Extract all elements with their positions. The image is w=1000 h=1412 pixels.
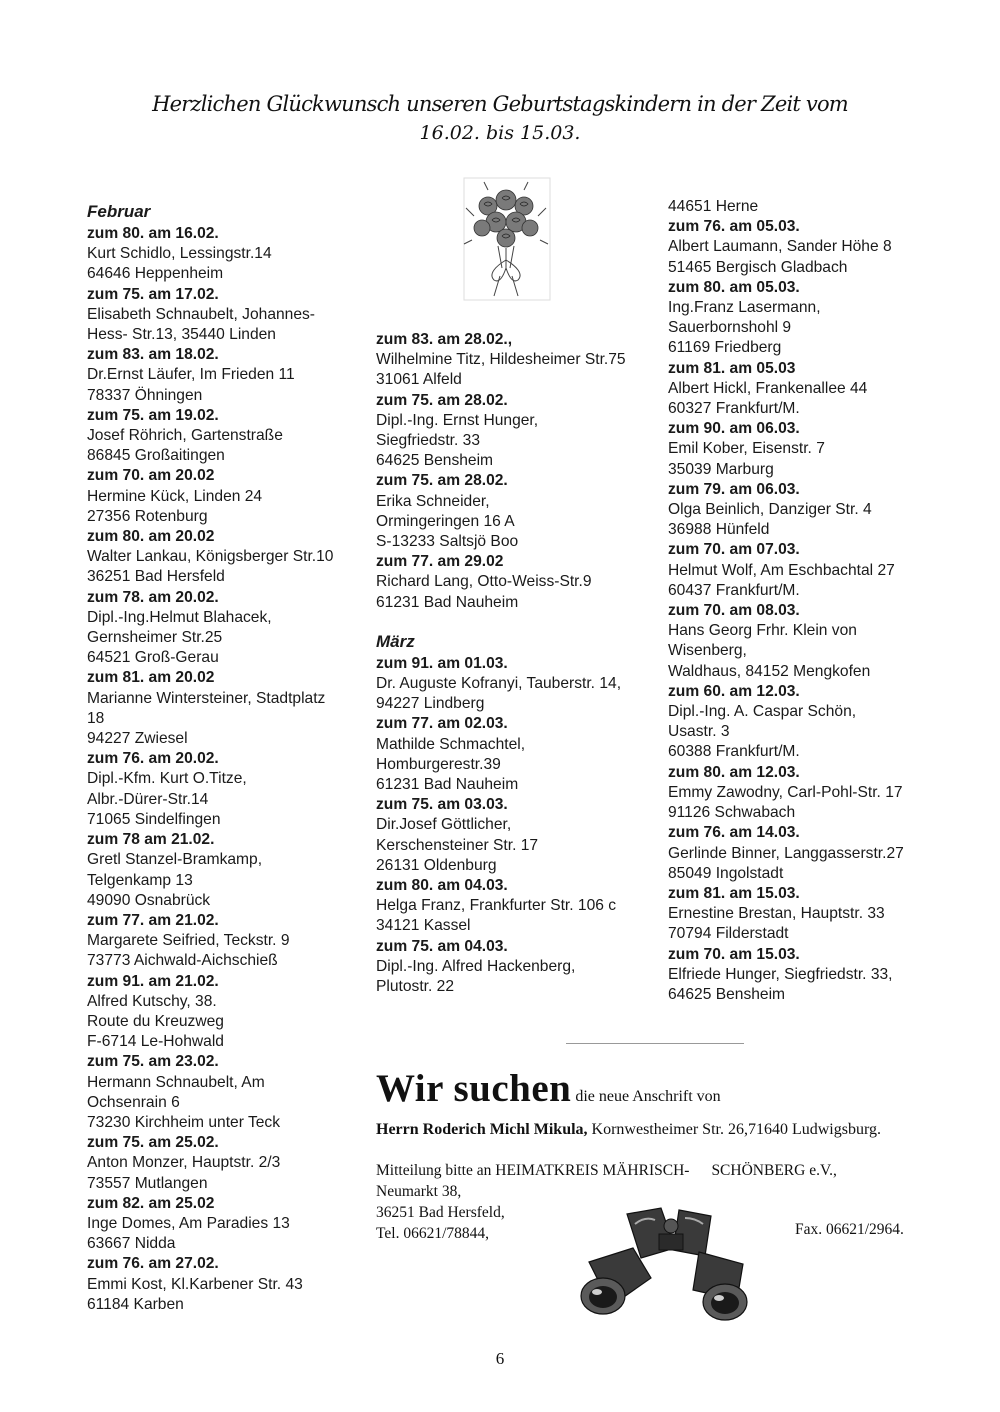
address-line: Albert Laumann, Sander Höhe 8 xyxy=(668,238,892,256)
birthday-date: zum 75. am 25.02. xyxy=(87,1134,219,1152)
address-line: 64625 Bensheim xyxy=(668,985,786,1003)
contact-line xyxy=(376,1160,837,1181)
birthday-date: zum 75. am 28.02. xyxy=(376,472,508,490)
address-line: 61184 Karben xyxy=(87,1295,184,1313)
address-line: Gernsheimer Str.25 xyxy=(87,629,223,647)
contact-org: Mitteilung bitte an HEIMATKREIS MÄHRISCH- xyxy=(376,1162,690,1179)
page-number: 6 xyxy=(495,1349,505,1368)
address-line: Kurt Schidlo, Lessingstr.14 xyxy=(87,245,272,263)
birthday-date: zum 70. am 07.03. xyxy=(668,541,800,559)
address-line: Hans Georg Frhr. Klein von xyxy=(668,622,857,640)
address-line: Dipl.-Ing. Alfred Hackenberg, xyxy=(376,957,576,975)
address-line: Wilhelmine Titz, Hildesheimer Str.75 xyxy=(376,351,626,369)
address-line: 35039 Marburg xyxy=(668,460,774,478)
birthday-date: zum 76. am 27.02. xyxy=(87,1255,219,1273)
address-line: Emil Kober, Eisenstr. 7 xyxy=(668,440,825,458)
birthday-date: zum 75. am 19.02. xyxy=(87,406,219,424)
birthday-entry xyxy=(87,1254,357,1315)
birthday-entry xyxy=(87,406,357,467)
birthday-entry xyxy=(668,419,938,480)
address-line: Plutostr. 22 xyxy=(376,978,455,996)
address-line: Helmut Wolf, Am Eschbachtal 27 xyxy=(668,561,895,579)
address-line: 73773 Aichwald-Aichschieß xyxy=(87,952,278,970)
birthday-entry xyxy=(376,330,646,391)
address-line: 94227 Zwiesel xyxy=(87,730,188,748)
birthday-entry xyxy=(87,911,357,972)
address-line: Emmi Kost, Kl.Karbener Str. 43 xyxy=(87,1275,303,1293)
birthday-entry xyxy=(668,763,938,824)
address-line: Walter Lankau, Königsberger Str.10 xyxy=(87,548,334,566)
birthday-date: zum 90. am 06.03. xyxy=(668,420,800,438)
address-line: Dir.Josef Göttlicher, xyxy=(376,816,512,834)
birthday-entry xyxy=(376,471,646,552)
address-line: Hermann Schnaubelt, Am xyxy=(87,1073,265,1091)
address-line: 61231 Bad Nauheim xyxy=(376,593,519,611)
greeting-date-range: 16.02. bis 15.03. xyxy=(419,122,581,144)
birthday-entry xyxy=(668,884,938,945)
address-line: Marianne Wintersteiner, Stadtplatz xyxy=(87,689,326,707)
address-line: Mathilde Schmachtel, xyxy=(376,735,526,753)
birthday-entry xyxy=(87,285,357,346)
birthday-date: zum 80. am 16.02. xyxy=(87,225,219,242)
address-line: 70794 Filderstadt xyxy=(668,925,789,943)
address-line: 61169 Friedberg xyxy=(668,339,782,357)
address-line: 18 xyxy=(87,709,105,727)
birthday-column-1 xyxy=(87,201,357,1315)
address-line: Dr.Ernst Läufer, Im Frieden 11 xyxy=(87,366,295,384)
address-line: Dipl.-Ing. A. Caspar Schön, xyxy=(668,703,857,721)
birthday-date: zum 75. am 23.02. xyxy=(87,1053,219,1071)
address-line: Albert Hickl, Frankenallee 44 xyxy=(668,379,868,397)
wanted-person xyxy=(376,1121,881,1139)
address-line: Helga Franz, Frankfurter Str. 106 c xyxy=(376,897,617,915)
birthday-entry xyxy=(668,278,938,359)
birthday-date: zum 81. am 15.03. xyxy=(668,884,800,902)
contact-org-cont: SCHÖNBERG e.V., xyxy=(711,1162,837,1179)
birthday-date: zum 80. am 04.03. xyxy=(376,877,508,895)
birthday-entry xyxy=(87,749,357,830)
birthday-date: zum 70. am 15.03. xyxy=(668,945,800,963)
birthday-entry xyxy=(87,1194,357,1255)
birthday-column-3 xyxy=(668,197,938,1005)
birthday-entry xyxy=(87,345,357,406)
birthday-entry xyxy=(87,527,357,588)
address-line: Hermine Kück, Linden 24 xyxy=(87,487,263,505)
address-line: Erika Schneider, xyxy=(376,492,490,510)
address-line: 64521 Groß-Gerau xyxy=(87,649,219,667)
address-line: 60388 Frankfurt/M. xyxy=(668,743,800,761)
address-line: 73230 Kirchheim unter Teck xyxy=(87,1113,281,1131)
birthday-date: zum 81. am 20.02 xyxy=(87,669,215,687)
contact-phone: Tel. 06621/78844, xyxy=(376,1225,490,1242)
address-line: 36251 Bad Hersfeld xyxy=(87,568,225,586)
address-line: 60437 Frankfurt/M. xyxy=(668,581,800,599)
wanted-person-name: Herrn Roderich Michl Mikula, xyxy=(376,1121,588,1138)
address-line: 61231 Bad Nauheim xyxy=(376,776,519,794)
wanted-person-address: Kornwestheimer Str. 26,71640 Ludwigsburg. xyxy=(591,1121,881,1138)
month-heading: März xyxy=(376,631,415,651)
birthday-date: zum 83. am 28.02., xyxy=(376,331,513,348)
binoculars-icon xyxy=(575,1204,765,1326)
birthday-entry xyxy=(376,714,646,795)
greeting-heading: Herzlichen Glückwunsch unseren Geburtstagskindern in der Zeit vom xyxy=(152,92,848,116)
birthday-date: zum 78. am 20.02. xyxy=(87,588,219,606)
wanted-notice-subtitle: die neue Anschrift von xyxy=(575,1088,721,1105)
address-line: 51465 Bergisch Gladbach xyxy=(668,258,848,276)
address-line: Wisenberg, xyxy=(668,642,747,660)
address-line: Ing.Franz Lasermann, xyxy=(668,299,821,317)
birthday-date: zum 82. am 25.02 xyxy=(87,1194,215,1212)
entry-list-top xyxy=(376,330,646,613)
birthday-column-2 xyxy=(376,330,646,997)
address-line: Ochsenrain 6 xyxy=(87,1093,180,1111)
birthday-date: zum 77. am 02.03. xyxy=(376,715,508,733)
contact-fax: Fax. 06621/2964. xyxy=(795,1221,904,1238)
birthday-entry xyxy=(87,588,357,669)
birthday-date: zum 70. am 08.03. xyxy=(668,602,800,620)
birthday-entry xyxy=(87,224,357,285)
contact-city: 36251 Bad Hersfeld, xyxy=(376,1204,505,1221)
contact-street: Neumarkt 38, xyxy=(376,1183,462,1200)
wanted-notice-title: Wir suchen xyxy=(376,1067,572,1110)
birthday-date: zum 83. am 18.02. xyxy=(87,346,219,364)
address-line: Gerlinde Binner, Langgasserstr.27 xyxy=(668,844,904,862)
birthday-entry xyxy=(87,1133,357,1194)
birthday-date: zum 80. am 05.03. xyxy=(668,278,800,296)
address-line: 34121 Kassel xyxy=(376,917,471,935)
birthday-entry xyxy=(87,668,357,749)
address-line: Route du Kreuzweg xyxy=(87,1012,224,1030)
address-line: 86845 Großaitingen xyxy=(87,447,225,465)
address-line: Richard Lang, Otto-Weiss-Str.9 xyxy=(376,573,592,591)
address-line: Margarete Seifried, Teckstr. 9 xyxy=(87,932,290,950)
address-line: 64625 Bensheim xyxy=(376,452,494,470)
birthday-date: zum 79. am 06.03. xyxy=(668,480,800,498)
address-line: Dipl.-Ing. Ernst Hunger, xyxy=(376,411,539,429)
entry-list xyxy=(87,224,357,1315)
birthday-entry xyxy=(668,480,938,541)
birthday-entry xyxy=(668,359,938,420)
address-line: Usastr. 3 xyxy=(668,723,730,741)
address-line: S-13233 Saltsjö Boo xyxy=(376,533,519,551)
address-line: Alfred Kutschy, 38. xyxy=(87,992,217,1010)
birthday-entry xyxy=(668,945,938,1006)
continued-address-line: 44651 Herne xyxy=(668,198,759,215)
birthday-date: zum 80. am 12.03. xyxy=(668,763,800,781)
address-line: Gretl Stanzel-Bramkamp, xyxy=(87,851,263,869)
address-line: 85049 Ingolstadt xyxy=(668,864,784,882)
birthday-entry xyxy=(376,391,646,472)
address-line: 71065 Sindelfingen xyxy=(87,810,221,828)
birthday-entry xyxy=(668,823,938,884)
birthday-entry xyxy=(376,795,646,876)
address-line: Elfriede Hunger, Siegfriedstr. 33, xyxy=(668,965,893,983)
birthday-entry xyxy=(668,601,938,682)
birthday-entry xyxy=(87,1052,357,1133)
birthday-entry xyxy=(87,830,357,911)
address-line: 60327 Frankfurt/M. xyxy=(668,400,800,418)
address-line: Telgenkamp 13 xyxy=(87,871,193,889)
wanted-notice-heading xyxy=(376,1066,721,1111)
address-line: Dipl.-Ing.Helmut Blahacek, xyxy=(87,608,272,626)
birthday-date: zum 60. am 12.03. xyxy=(668,682,800,700)
address-line: 94227 Lindberg xyxy=(376,695,485,713)
address-line: Hess- Str.13, 35440 Linden xyxy=(87,326,276,344)
address-line: 31061 Alfeld xyxy=(376,371,462,389)
address-line: Josef Röhrich, Gartenstraße xyxy=(87,427,283,445)
address-line: Sauerbornshohl 9 xyxy=(668,319,792,337)
address-line: 73557 Mutlangen xyxy=(87,1174,208,1192)
address-line: 78337 Öhningen xyxy=(87,386,203,404)
address-line: Olga Beinlich, Danziger Str. 4 xyxy=(668,501,872,519)
birthday-date: zum 75. am 17.02. xyxy=(87,285,219,303)
address-line: Homburgerestr.39 xyxy=(376,755,501,773)
address-line: F-6714 Le-Hohwald xyxy=(87,1033,224,1051)
birthday-entry xyxy=(87,972,357,1053)
birthday-date: zum 75. am 04.03. xyxy=(376,937,508,955)
birthday-date: zum 77. am 29.02 xyxy=(376,553,504,571)
birthday-date: zum 91. am 21.02. xyxy=(87,972,219,990)
birthday-date: zum 76. am 20.02. xyxy=(87,750,219,768)
address-line: Emmy Zawodny, Carl-Pohl-Str. 17 xyxy=(668,783,903,801)
month-heading: Februar xyxy=(87,202,151,221)
address-line: Kerschensteiner Str. 17 xyxy=(376,836,539,854)
flower-bouquet-icon xyxy=(458,176,554,306)
section-divider xyxy=(566,1043,744,1044)
address-line: Dipl.-Kfm. Kurt O.Titze, xyxy=(87,770,247,788)
address-line: Ernestine Brestan, Hauptstr. 33 xyxy=(668,905,885,923)
birthday-date: zum 78 am 21.02. xyxy=(87,831,215,849)
birthday-date: zum 80. am 20.02 xyxy=(87,528,215,546)
birthday-date: zum 75. am 28.02. xyxy=(376,391,508,409)
birthday-entry xyxy=(376,876,646,937)
address-line: Siegfriedstr. 33 xyxy=(376,432,481,450)
birthday-date: zum 76. am 14.03. xyxy=(668,824,800,842)
entry-list xyxy=(668,217,938,1005)
birthday-entry xyxy=(376,552,646,613)
address-line: 26131 Oldenburg xyxy=(376,856,497,874)
address-line: 49090 Osnabrück xyxy=(87,891,211,909)
birthday-date: zum 75. am 03.03. xyxy=(376,796,508,814)
birthday-entry xyxy=(376,937,646,998)
birthday-entry xyxy=(668,217,938,278)
birthday-entry xyxy=(87,466,357,527)
address-line: Ormingeringen 16 A xyxy=(376,512,515,530)
address-line: Anton Monzer, Hauptstr. 2/3 xyxy=(87,1154,281,1172)
address-line: Inge Domes, Am Paradies 13 xyxy=(87,1214,290,1232)
address-line: Dr. Auguste Kofranyi, Tauberstr. 14, xyxy=(376,675,622,693)
address-line: 64646 Heppenheim xyxy=(87,265,224,283)
birthday-date: zum 77. am 21.02. xyxy=(87,911,219,929)
birthday-date: zum 76. am 05.03. xyxy=(668,218,800,236)
birthday-date: zum 81. am 05.03 xyxy=(668,359,796,377)
entry-list xyxy=(376,654,646,997)
birthday-entry xyxy=(376,654,646,715)
birthday-entry xyxy=(668,682,938,763)
address-line: 36988 Hünfeld xyxy=(668,521,770,539)
address-line: Waldhaus, 84152 Mengkofen xyxy=(668,662,871,680)
birthday-entry xyxy=(668,540,938,601)
birthday-date: zum 91. am 01.03. xyxy=(376,654,508,672)
address-line: 91126 Schwabach xyxy=(668,804,796,822)
address-line: Albr.-Dürer-Str.14 xyxy=(87,790,209,808)
birthday-date: zum 70. am 20.02 xyxy=(87,467,215,485)
address-line: 27356 Rotenburg xyxy=(87,507,208,525)
address-line: Elisabeth Schnaubelt, Johannes- xyxy=(87,305,315,323)
address-line: 63667 Nidda xyxy=(87,1235,176,1253)
